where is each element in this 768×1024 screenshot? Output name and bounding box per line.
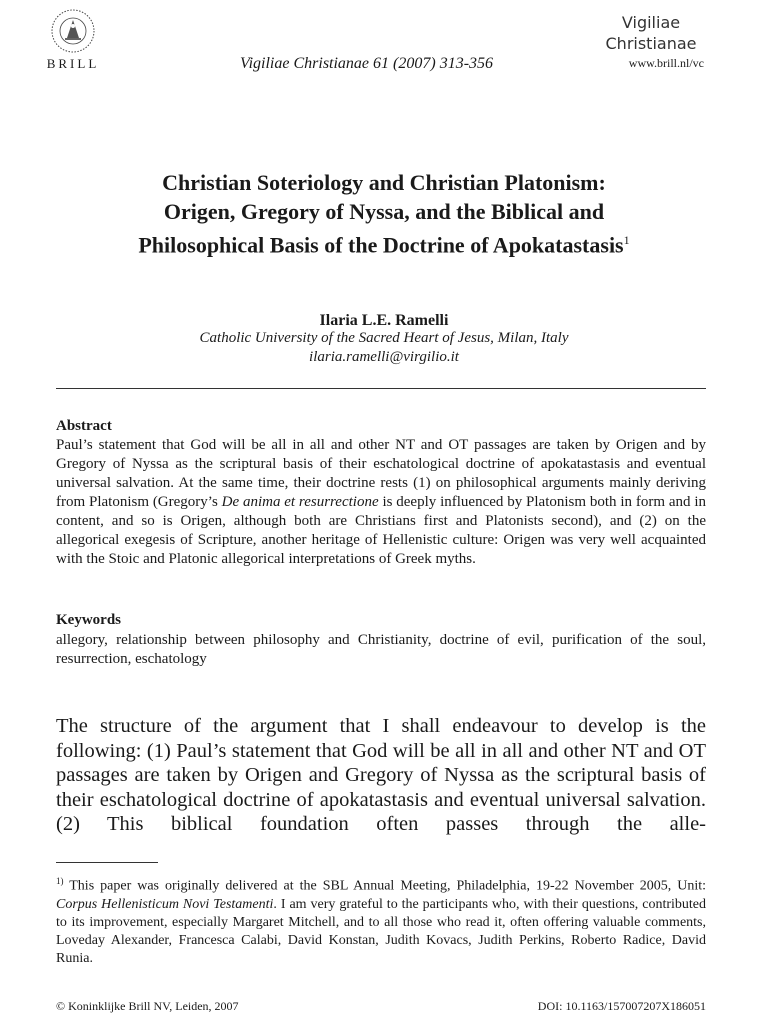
abstract-text-part1: Paul’s statement that God will be all in all and other NT and OT passages are taken by Origen and by Gregory of Nyssa as the scriptural basis of their eschatological doctrine of apokatastasis and eventual universal salvation. At the same time, their doctrine rests (1) on philosophical arguments mainly deriving from Platonism (Gregory’s [56,437,706,510]
publisher-name: BRILL [46,56,100,71]
author-email[interactable]: ilaria.ramelli@virgilio.it [309,349,459,365]
keywords-text: allegory, relationship between philosophy and Christianity, doctrine of evil, purification of the soul, resurrection, eschatology [56,632,706,667]
keywords-heading: Keywords [56,612,121,628]
abstract-text [56,436,706,569]
journal-name [596,12,706,54]
publisher-logo [34,8,112,78]
abstract-text-part2: is deeply influenced by Platonism both in form and in content, and so is Origen, although both are Christians first and Platonists second), and (2) on the allegorical exegesis of Scripture, another heritage of Hellenistic culture: Origen was very well acquainted with the Stoic and Platonic allegorical interpretations of Greek myths. [56,494,706,567]
journal-citation: Vigiliae Christianae 61 (2007) 313-356 [240,55,494,72]
journal-name-line1: Vigiliae [621,13,681,32]
journal-name-line2: Christianae [605,34,697,53]
title-line-2: Origen, Gregory of Nyssa, and the Biblical and [163,199,605,224]
title-line-1: Christian Soteriology and Christian Platonism: [162,170,606,195]
doi[interactable]: DOI: 10.1163/157007207X186051 [537,999,706,1013]
author-name: Ilaria L.E. Ramelli [319,312,449,329]
title-footnote-ref[interactable]: 1 [623,233,630,247]
title-line-3 [40,226,728,259]
abstract-heading: Abstract [56,418,112,434]
footnote [56,872,706,968]
footnote-text-part1: This paper was originally delivered at the SBL Annual Meeting, Philadelphia, 19-22 November 2005, Unit: [63,878,706,894]
body-paragraph: The structure of the argument that I shall endeavour to develop is the following: (1) Paul’s statement that God will be all in all and other NT and OT passages are taken by Origen and Gregory of Nyssa as the scriptural basis of their eschatological doctrine of apokatastasis and eventual universal salvation. (2) This biblical foundation often passes through the alle- [56,715,706,835]
footnote-text-part2: . I am very grateful to the participants who, with their questions, contributed to its improvement, especially Margaret Mitchell, and to all those who read it, often offering valuable comments, Loveday Alexander, Francesca Calabi, David Konstan, Judith Kovacs, Judith Perkins, Roberto Radice, David Runia. [56,896,707,966]
footnote-divider [56,862,158,863]
publisher-seal-icon [43,8,103,54]
author-affiliation: Catholic University of the Sacred Heart of Jesus, Milan, Italy [199,330,569,346]
journal-url[interactable]: www.brill.nl/vc [628,56,704,70]
footnote-text-italic: Corpus Hellenisticum Novi Testamenti [56,896,274,912]
title-line-3-text: Philosophical Basis of the Doctrine of Apokatastasis [138,232,624,258]
divider [56,388,706,389]
copyright-notice: © Koninklijke Brill NV, Leiden, 2007 [56,999,239,1013]
article-title [40,168,728,259]
abstract-text-italic: De anima et resurrectione [221,494,379,510]
footnote-marker: 1) [56,876,64,886]
